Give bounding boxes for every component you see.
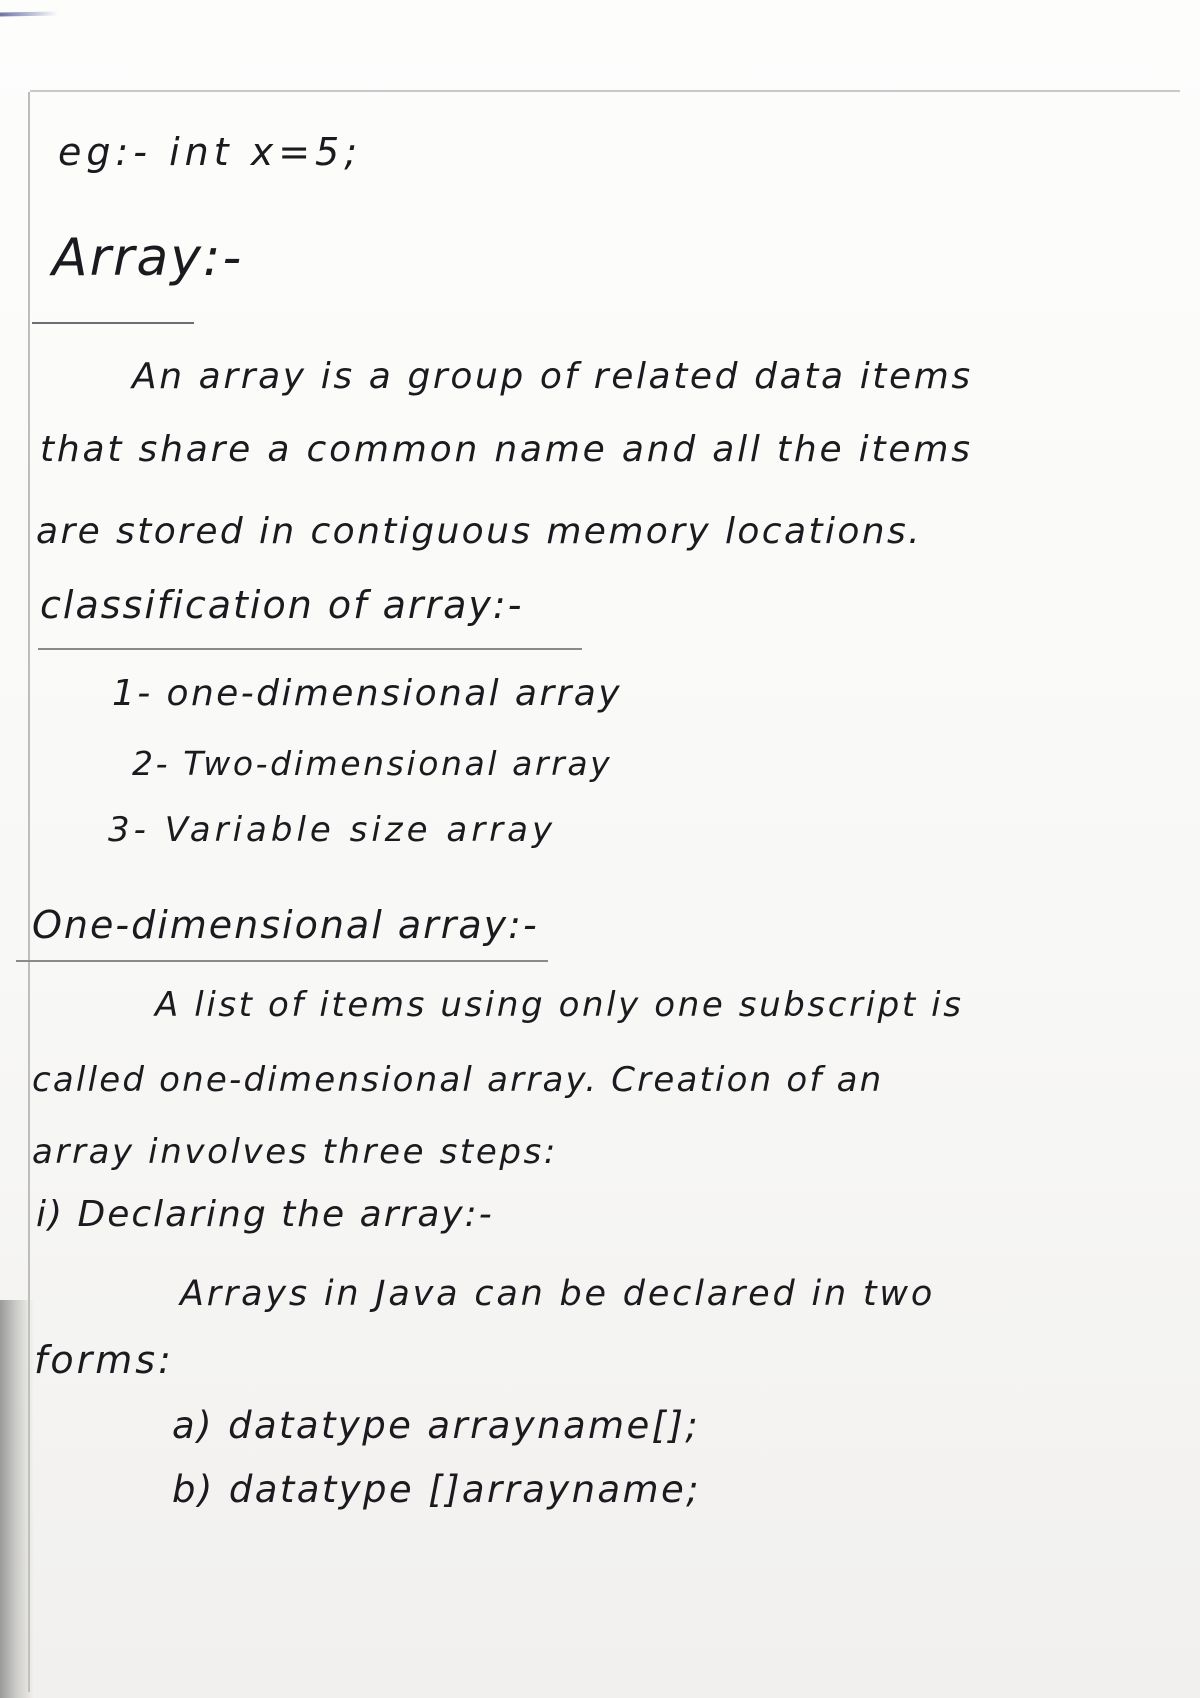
top-ink-mark [0,11,58,16]
declare-line-1: Arrays in Java can be declared in two [180,1274,936,1314]
array-heading: Array:- [52,228,244,288]
one-dim-line-2: called one-dimensional array. Creation of an [32,1060,884,1100]
step1-heading: i) Declaring the array:- [36,1194,494,1235]
form-a: a) datatype arrayname[]; [172,1404,701,1447]
classification-heading: classification of array:- [40,583,524,627]
classification-item-2: 2- Two-dimensional array [132,744,613,783]
one-dim-heading-underline [16,960,548,962]
declare-line-2: forms: [34,1338,174,1382]
classification-item-1: 1- one-dimensional array [112,673,622,714]
one-dim-heading: One-dimensional array:- [32,903,539,947]
definition-line-1: An array is a group of related data items [132,356,973,397]
one-dim-line-3: array involves three steps: [32,1132,558,1172]
page-edge-shadow [0,1300,34,1698]
definition-line-2: that share a common name and all the items [40,429,973,470]
array-heading-underline [32,322,194,324]
form-b: b) datatype []arrayname; [172,1468,701,1511]
classification-item-3: 3- Variable size array [108,810,557,850]
classification-heading-underline [38,648,582,650]
one-dim-line-1: A list of items using only one subscript is [155,985,964,1025]
page-top-rule [30,90,1180,92]
definition-line-3: are stored in contiguous memory locations. [36,511,923,552]
example-line: eg:- int x=5; [58,130,363,174]
